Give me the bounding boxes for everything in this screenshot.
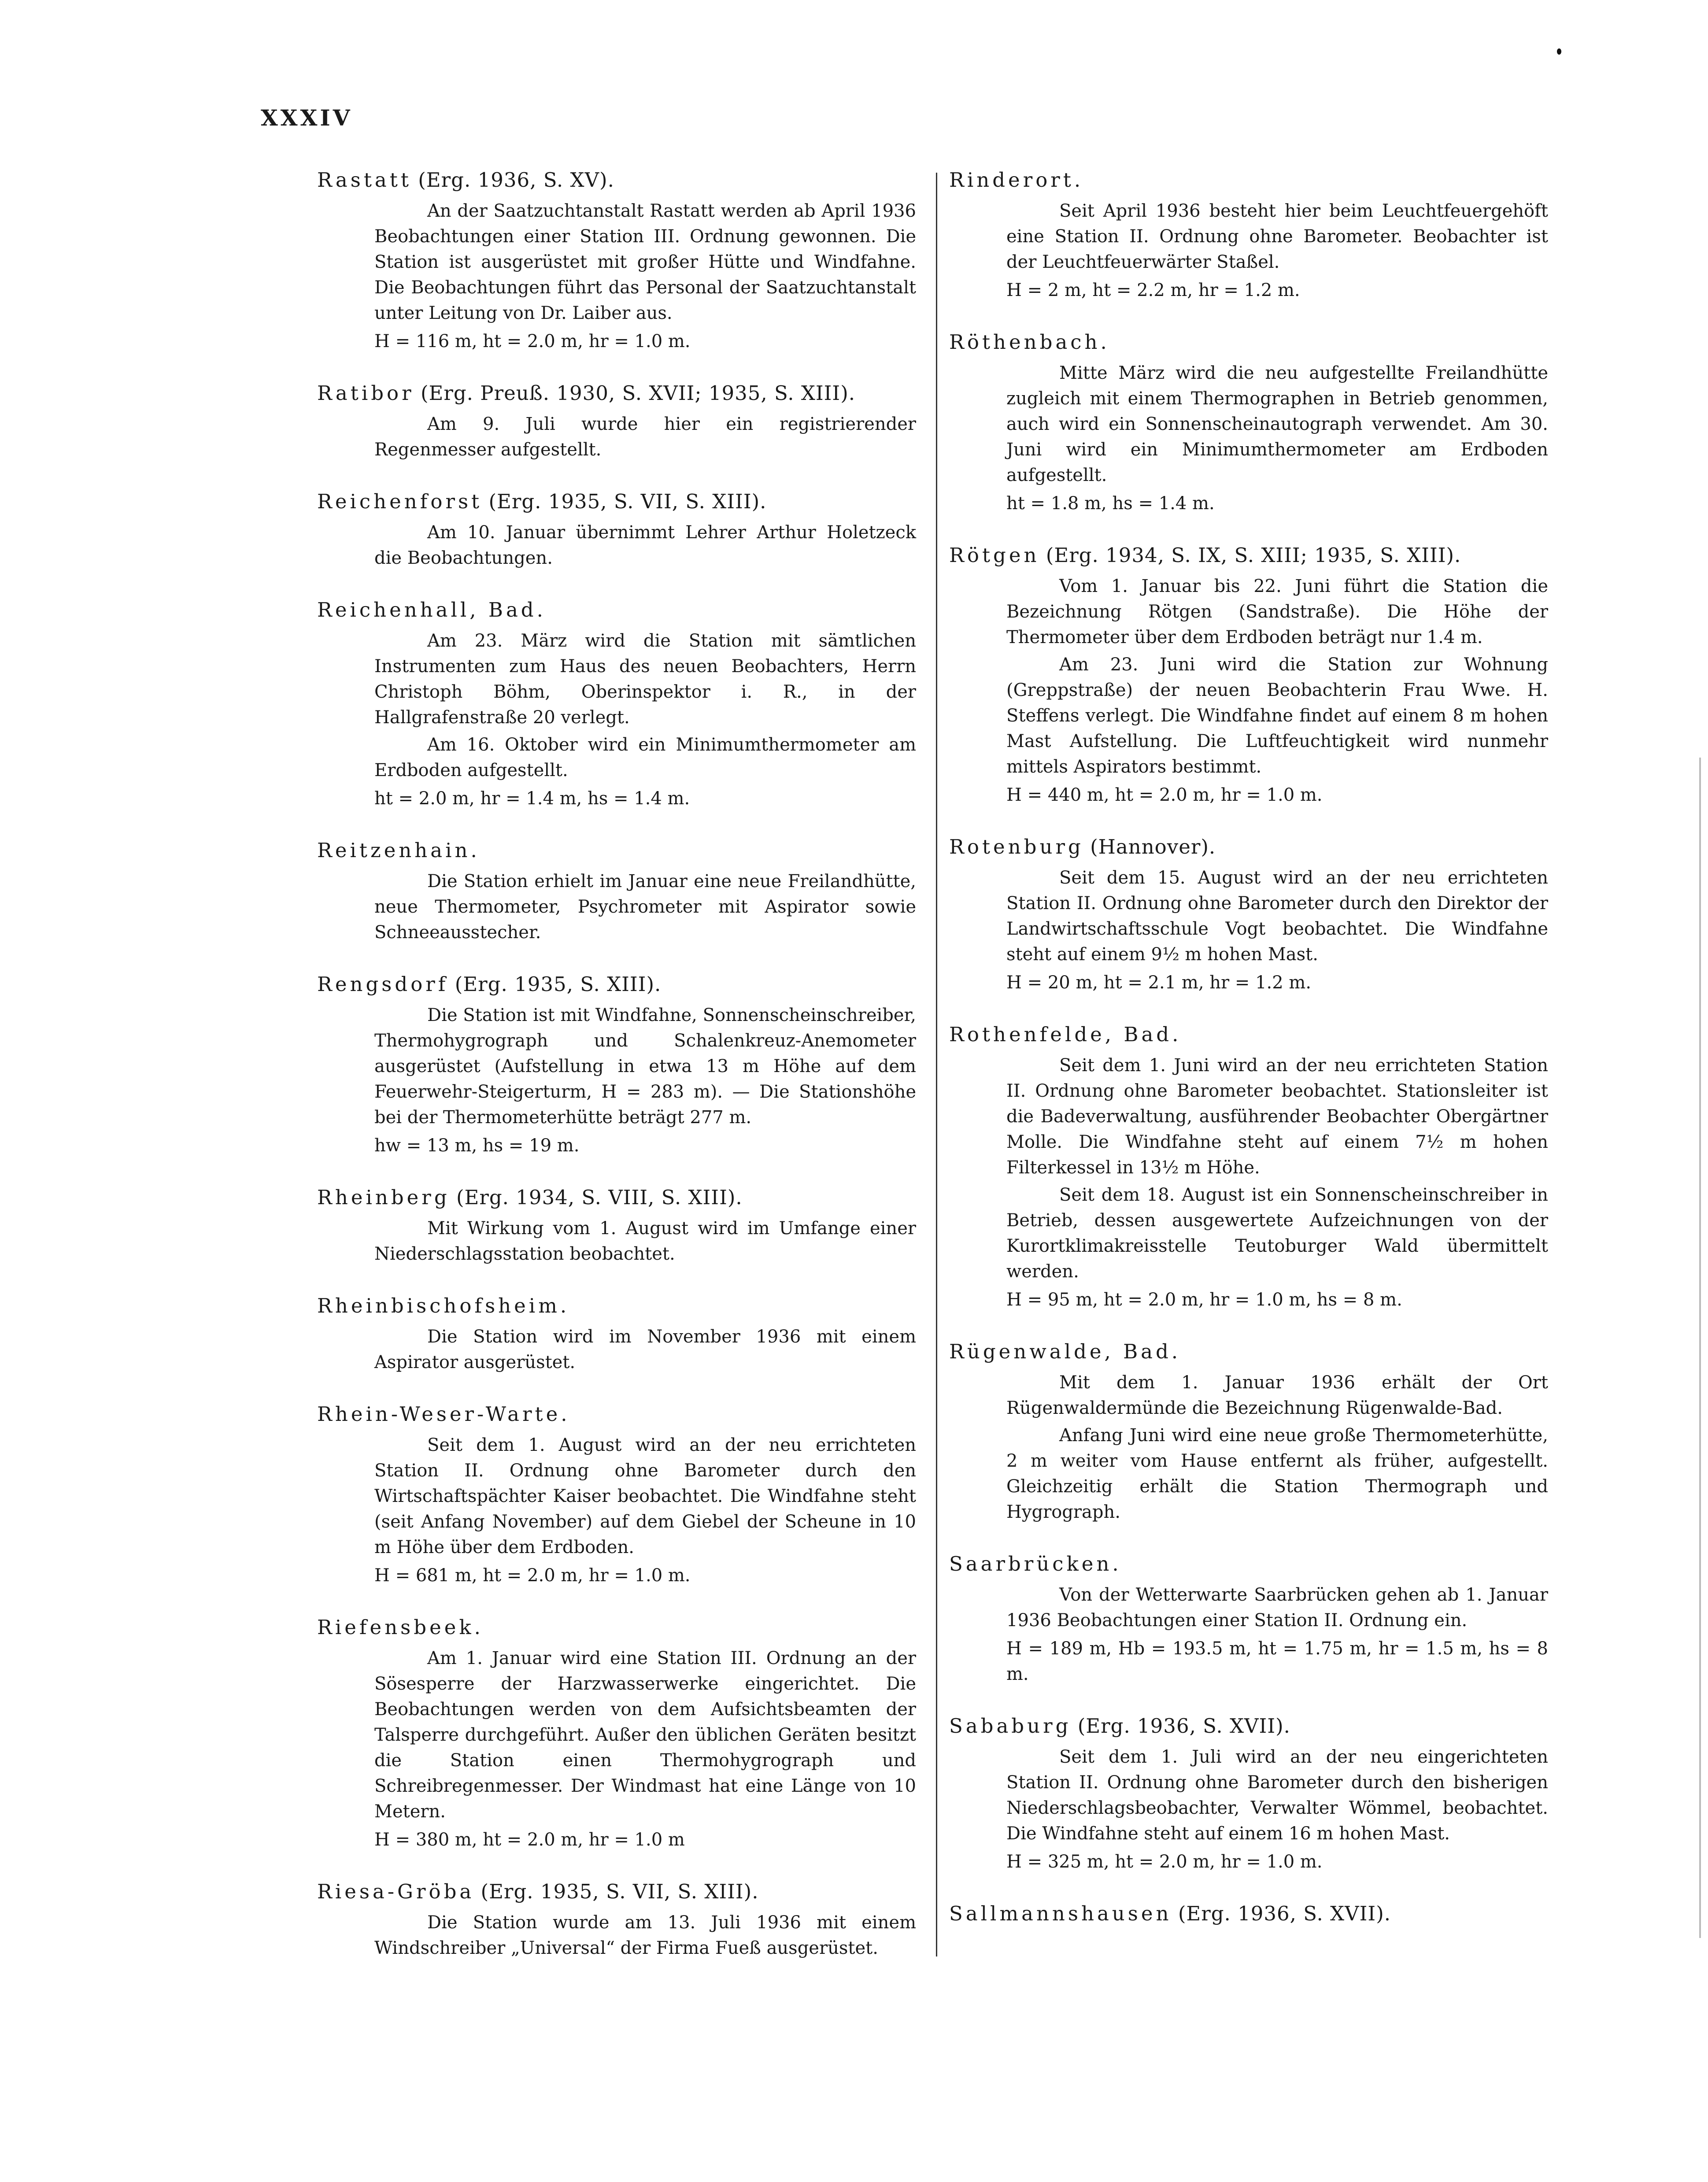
station-reference: (Erg. 1935, S. VII, S. XIII).	[481, 1880, 759, 1903]
station-heading	[317, 1293, 916, 1319]
page-edge-line	[1699, 758, 1701, 1938]
station-reference: (Erg. 1934, S. VIII, S. XIII).	[456, 1186, 743, 1209]
station-entry	[949, 1901, 1548, 1927]
station-reference: (Erg. 1936, S. XV).	[418, 168, 614, 192]
station-entry	[317, 838, 916, 945]
station-name: Sallmannshausen	[949, 1902, 1172, 1925]
station-paragraph: Die Station ist mit Windfahne, Sonnenscheinschreiber, Thermohygrograph und Schalenkreuz-Anemometer ausgerüstet (Aufstellung in etwa 13 m Höhe auf dem Feuerwehr-Steigerturm, H = 283 m). — Die Stationshöhe bei der Thermometerhütte beträgt 277 m.	[374, 1005, 916, 1128]
station-paragraph: An der Saatzuchtanstalt Rastatt werden ab April 1936 Beobachtungen einer Station III. Ordnung gewonnen. Die Station ist ausgerüstet mit großer Hütte und Windfahne. Die Beobachtungen führt das Personal der Saatzuchtanstalt unter Leitung von Dr. Laiber aus.	[374, 201, 916, 323]
column-divider	[936, 173, 937, 1956]
station-paragraph: Die Station erhielt im Januar eine neue Freilandhütte, neue Thermometer, Psychrometer mit Aspirator sowie Schneeausstecher.	[374, 871, 916, 943]
station-paragraph: Am 23. März wird die Station mit sämtlichen Instrumenten zum Haus des neuen Beobachters, Herrn Christoph Böhm, Oberinspektor i. R., in der Hallgrafenstraße 20 verlegt.	[374, 631, 916, 728]
station-heading	[949, 543, 1548, 568]
page-number: XXXIV	[261, 105, 353, 131]
station-name: Riefensbeek.	[317, 1616, 484, 1639]
station-paragraph: Seit dem 1. August wird an der neu errichteten Station II. Ordnung ohne Barometer durch den Wirtschaftspächter Kaiser beobachtet. Die Windfahne steht (seit Anfang November) auf dem Giebel der Scheune in 10 m Höhe über dem Erdboden.	[374, 1435, 916, 1557]
station-heading	[949, 1901, 1548, 1927]
station-paragraph: Seit dem 1. Juni wird an der neu errichteten Station II. Ordnung ohne Barometer beobachtet. Stationsleiter ist die Badeverwaltung, ausführender Beobachter Obergärtner Molle. Die Windfahne steht auf einem 7½ m hohen Filterkessel in 13½ m Höhe.	[1006, 1055, 1548, 1178]
station-heading	[949, 1551, 1548, 1577]
station-heading	[317, 1615, 916, 1640]
station-entry	[949, 543, 1548, 808]
station-measurements: H = 95 m, ht = 2.0 m, hr = 1.0 m, hs = 8 m.	[1006, 1290, 1402, 1310]
station-measurements: hw = 13 m, hs = 19 m.	[374, 1135, 580, 1156]
station-entry	[949, 167, 1548, 303]
station-heading	[949, 834, 1548, 860]
station-paragraph: Am 23. Juni wird die Station zur Wohnung (Greppstraße) der neuen Beobachterin Frau Wwe. H. Steffens verlegt. Die Windfahne findet auf einem 8 m hohen Mast Aufstellung. Die Luftfeuchtigkeit wird nunmehr mittels Aspirators bestimmt.	[1006, 655, 1548, 777]
station-entry	[317, 167, 916, 354]
station-name: Rötgen	[949, 544, 1040, 567]
station-entry	[317, 1615, 916, 1853]
station-reference: (Erg. 1935, S. XIII).	[455, 973, 662, 996]
station-heading	[317, 838, 916, 863]
station-name: Rinderort.	[949, 168, 1084, 192]
station-measurements: H = 440 m, ht = 2.0 m, hr = 1.0 m.	[1006, 785, 1323, 805]
station-reference: (Erg. Preuß. 1930, S. XVII; 1935, S. XIII).	[420, 381, 856, 405]
station-measurements: H = 20 m, ht = 2.1 m, hr = 1.2 m.	[1006, 973, 1312, 993]
station-paragraph: Mitte März wird die neu aufgestellte Freilandhütte zugleich mit einem Thermographen in Betrieb genommen, auch wird ein Sonnenscheinautograph verwendet. Am 30. Juni wird ein Minimumthermometer am Erdboden aufgestellt.	[1006, 363, 1548, 485]
station-name: Röthenbach.	[949, 330, 1110, 354]
station-paragraph: Die Station wird im November 1936 mit einem Aspirator ausgerüstet.	[374, 1327, 916, 1372]
station-paragraph: Seit April 1936 besteht hier beim Leuchtfeuergehöft eine Station II. Ordnung ohne Barometer. Beobachter ist der Leuchtfeuerwärter Staßel.	[1006, 201, 1548, 272]
station-entry	[949, 1022, 1548, 1313]
station-reference: (Hannover).	[1090, 835, 1216, 858]
station-name: Ratibor	[317, 381, 414, 405]
station-entry	[317, 1402, 916, 1588]
station-heading	[949, 1022, 1548, 1047]
station-paragraph: Seit dem 18. August ist ein Sonnenscheinschreiber in Betrieb, dessen ausgewertete Aufzeichnungen von der Kurortklimakreisstelle Teutoburger Wald übermittelt werden.	[1006, 1185, 1548, 1282]
station-heading	[317, 1402, 916, 1427]
station-heading	[317, 972, 916, 997]
station-entry	[317, 597, 916, 811]
station-measurements: ht = 2.0 m, hr = 1.4 m, hs = 1.4 m.	[374, 788, 690, 809]
station-paragraph: Am 9. Juli wurde hier ein registrierender Regenmesser aufgestellt.	[374, 414, 916, 460]
station-heading	[949, 1713, 1548, 1739]
station-measurements: H = 325 m, ht = 2.0 m, hr = 1.0 m.	[1006, 1852, 1323, 1872]
station-name: Rotenburg	[949, 835, 1084, 858]
station-paragraph: Am 1. Januar wird eine Station III. Ordnung an der Sösesperre der Harzwasserwerke eingerichtet. Die Beobachtungen werden von dem Aufsichtsbeamten der Talsperre durchgeführt. Außer den üblichen Geräten besitzt die Station einen Thermohygrograph und Schreibregenmesser. Der Windmast hat eine Länge von 10 Metern.	[374, 1648, 916, 1822]
station-paragraph: Vom 1. Januar bis 22. Juni führt die Station die Bezeichnung Rötgen (Sandstraße). Die Höhe der Thermometer über dem Erdboden beträgt nur 1.4 m.	[1006, 576, 1548, 647]
station-name: Rheinbischofsheim.	[317, 1294, 570, 1317]
station-heading	[317, 167, 916, 193]
station-name: Rengsdorf	[317, 973, 449, 996]
station-reference: (Erg. 1936, S. XVII).	[1077, 1714, 1290, 1738]
station-entry	[317, 1879, 916, 1961]
station-heading	[317, 1185, 916, 1210]
station-measurements: H = 380 m, ht = 2.0 m, hr = 1.0 m	[374, 1830, 685, 1850]
station-entry	[949, 329, 1548, 516]
station-heading	[949, 329, 1548, 355]
station-name: Sababurg	[949, 1714, 1072, 1738]
station-paragraph: Mit dem 1. Januar 1936 erhält der Ort Rügenwaldermünde die Bezeichnung Rügenwalde-Bad.	[1006, 1372, 1548, 1418]
station-measurements: H = 189 m, Hb = 193.5 m, ht = 1.75 m, hr = 1.5 m, hs = 8 m.	[1006, 1638, 1548, 1684]
station-entry	[949, 1551, 1548, 1687]
station-heading	[949, 1339, 1548, 1365]
station-paragraph: Am 16. Oktober wird ein Minimumthermometer am Erdboden aufgestellt.	[374, 735, 916, 780]
station-heading	[317, 489, 916, 514]
station-name: Rügenwalde, Bad.	[949, 1340, 1181, 1363]
station-measurements: H = 2 m, ht = 2.2 m, hr = 1.2 m.	[1006, 280, 1300, 300]
station-paragraph: Mit Wirkung vom 1. August wird im Umfange einer Niederschlagsstation beobachtet.	[374, 1218, 916, 1264]
station-name: Reichenforst	[317, 490, 483, 513]
right-column	[949, 167, 1548, 1953]
station-name: Reitzenhain.	[317, 839, 480, 862]
station-measurements: H = 681 m, ht = 2.0 m, hr = 1.0 m.	[374, 1565, 691, 1586]
station-entry	[949, 1713, 1548, 1875]
station-paragraph: Von der Wetterwarte Saarbrücken gehen ab 1. Januar 1936 Beobachtungen einer Station II. Ordnung ein.	[1006, 1585, 1548, 1631]
station-name: Rhein-Weser-Warte.	[317, 1402, 570, 1426]
left-column	[317, 167, 916, 1987]
station-paragraph: Am 10. Januar übernimmt Lehrer Arthur Holetzeck die Beobachtungen.	[374, 522, 916, 568]
station-measurements: ht = 1.8 m, hs = 1.4 m.	[1006, 493, 1215, 514]
station-name: Rheinberg	[317, 1186, 450, 1209]
station-heading	[317, 1879, 916, 1905]
station-heading	[317, 597, 916, 623]
station-entry	[317, 1293, 916, 1375]
station-name: Riesa-Gröba	[317, 1880, 475, 1903]
station-name: Reichenhall, Bad.	[317, 598, 546, 621]
station-entry	[317, 381, 916, 462]
station-reference: (Erg. 1935, S. VII, S. XIII).	[488, 490, 767, 513]
station-name: Rothenfelde, Bad.	[949, 1023, 1182, 1046]
station-reference: (Erg. 1936, S. XVII).	[1178, 1902, 1391, 1925]
station-paragraph: Die Station wurde am 13. Juli 1936 mit einem Windschreiber „Universal“ der Firma Fueß ausgerüstet.	[374, 1912, 916, 1958]
station-heading	[317, 381, 916, 406]
station-name: Rastatt	[317, 168, 412, 192]
station-measurements: H = 116 m, ht = 2.0 m, hr = 1.0 m.	[374, 331, 691, 351]
station-entry	[949, 834, 1548, 995]
station-entry	[317, 1185, 916, 1267]
station-entry	[317, 489, 916, 571]
station-entry	[317, 972, 916, 1158]
station-reference: (Erg. 1934, S. IX, S. XIII; 1935, S. XIII).	[1046, 544, 1461, 567]
station-paragraph: Anfang Juni wird eine neue große Thermometerhütte, 2 m weiter vom Hause entfernt als früher, aufgestellt. Gleichzeitig erhält die Station Thermograph und Hygrograph.	[1006, 1425, 1548, 1522]
station-paragraph: Seit dem 1. Juli wird an der neu eingerichteten Station II. Ordnung ohne Barometer durch den bisherigen Niederschlagsbeobachter, Verwalter Wömmel, beobachtet. Die Windfahne steht auf einem 16 m hohen Mast.	[1006, 1747, 1548, 1844]
station-heading	[949, 167, 1548, 193]
station-entry	[949, 1339, 1548, 1525]
station-name: Saarbrücken.	[949, 1552, 1122, 1575]
station-paragraph: Seit dem 15. August wird an der neu errichteten Station II. Ordnung ohne Barometer durch den Direktor der Landwirtschaftsschule Vogt beobachtet. Die Windfahne steht auf einem 9½ m hohen Mast.	[1006, 868, 1548, 965]
ink-dot	[1557, 48, 1561, 55]
